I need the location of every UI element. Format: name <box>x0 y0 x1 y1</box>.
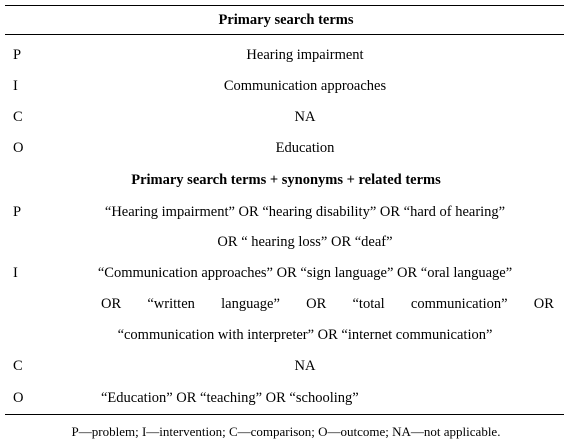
row2-p-label: P <box>13 204 22 220</box>
section1-divider <box>5 34 564 35</box>
header-synonyms-related-terms: Primary search terms + synonyms + related terms <box>131 172 441 188</box>
row2-i-line2-word: “total <box>352 296 385 312</box>
row2-i-line2-word: OR <box>101 296 122 312</box>
row2-i-line3: “communication with interpreter” OR “internet communication” <box>117 327 493 343</box>
row-p-label: P <box>13 47 22 63</box>
row2-i-line2-word: OR <box>306 296 327 312</box>
row-c-label: C <box>13 109 23 125</box>
row2-i-line2-word: OR <box>533 296 554 312</box>
row-o-value: Education <box>275 140 335 156</box>
row-p-value: Hearing impairment <box>246 47 364 63</box>
row2-i-line2-word: “written <box>147 296 195 312</box>
row2-p-line2: OR “ hearing loss” OR “deaf” <box>217 234 393 250</box>
row2-i-line1: “Communication approaches” OR “sign language” OR “oral language” <box>97 265 513 281</box>
row2-i-line2-word: communication” <box>410 296 508 312</box>
row2-i-line2-word: language” <box>221 296 280 312</box>
header-primary-search-terms: Primary search terms <box>218 12 354 28</box>
row2-i-label: I <box>13 265 18 281</box>
row-o-label: O <box>13 140 24 156</box>
row2-i-line2 <box>101 295 554 313</box>
table-top-rule <box>5 5 564 6</box>
row2-c-label: C <box>13 358 23 374</box>
row2-o-value: “Education” OR “teaching” OR “schooling” <box>101 390 359 406</box>
table-bottom-rule <box>5 414 564 415</box>
row-c-value: NA <box>294 109 316 125</box>
row2-c-value: NA <box>294 358 316 374</box>
row-i-label: I <box>13 78 18 94</box>
row-i-value: Communication approaches <box>223 78 387 94</box>
row2-p-line1: “Hearing impairment” OR “hearing disability” OR “hard of hearing” <box>104 204 506 220</box>
row2-o-label: O <box>13 390 24 406</box>
table-footnote: P—problem; I—intervention; C—comparison; O—outcome; NA—not applicable. <box>71 424 501 439</box>
